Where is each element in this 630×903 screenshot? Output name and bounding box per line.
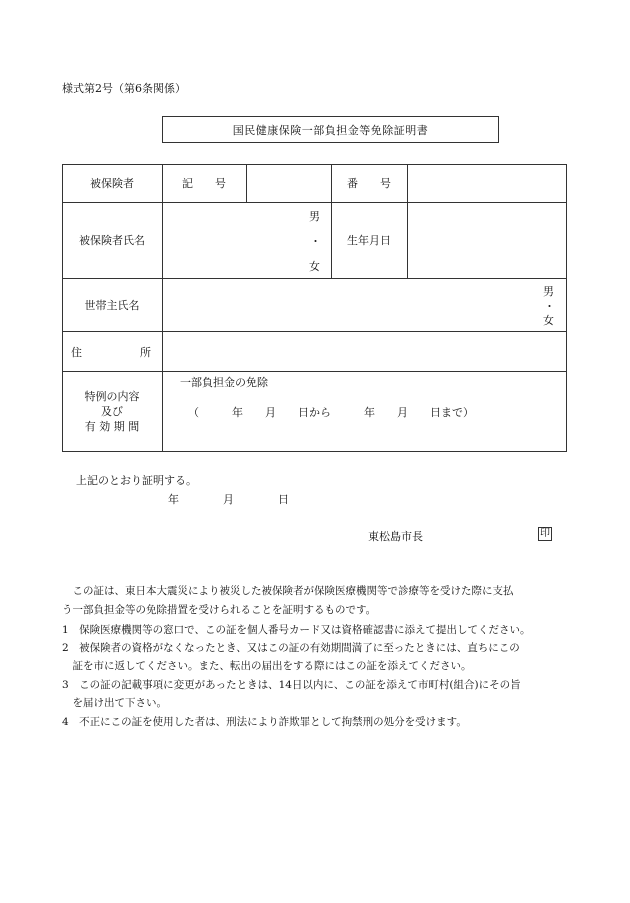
note-intro-line1: この証は、東日本大震災により被災した被保険者が保険医療機関等で診療等を受けた際に支払: [62, 585, 514, 597]
sex-separator: ・: [310, 235, 321, 248]
sex-male: 男: [309, 210, 320, 223]
note-item-2-line2: 証を市に返してください。また、転出の届出をする際にはこの証を添えてください。: [62, 660, 472, 672]
address-value[interactable]: [162, 331, 566, 371]
form-number-label: 様式第2号（第6条関係）: [62, 82, 186, 95]
certify-date[interactable]: 年 月 日: [168, 493, 289, 506]
householder-label: 世帯主氏名: [84, 298, 140, 312]
sex-female: 女: [309, 260, 320, 273]
seal-stamp: 印: [540, 528, 550, 539]
address-label-2: 所: [140, 346, 151, 359]
symbol-value[interactable]: [246, 164, 331, 202]
note-item-2-line1: 2 被保険者の資格がなくなったとき、又はこの証の有効期間満了に至ったときには、直ちにこの: [62, 642, 520, 654]
householder-value[interactable]: [162, 278, 532, 331]
householder-sex-separator: ・: [544, 300, 555, 313]
insured-name-label: 被保険者氏名: [79, 234, 145, 247]
birthdate-value[interactable]: [407, 202, 566, 278]
householder-sex-female: 女: [543, 314, 554, 327]
insured-label: 被保険者: [90, 177, 134, 190]
householder-sex-male: 男: [543, 285, 554, 298]
validity-period[interactable]: （ 年 月 日から 年 月 日まで）: [188, 406, 474, 419]
document-title: 国民健康保険一部負担金等免除証明書: [162, 116, 499, 143]
birthdate-label: 生年月日: [347, 234, 391, 247]
address-label-1: 住: [71, 346, 82, 359]
note-item-4: 4 不正にこの証を使用した者は、刑法により詐欺罪として拘禁刑の処分を受けます。: [62, 716, 467, 728]
mayor-title: 東松島市長: [368, 530, 423, 543]
note-intro-line2: う一部負担金等の免除措置を受けられることを証明するものです。: [62, 604, 377, 616]
number-value[interactable]: [407, 164, 566, 202]
exemption-text: 一部負担金の免除: [180, 376, 268, 389]
symbol-label: 記 号: [182, 177, 226, 190]
insured-name-value[interactable]: [162, 202, 307, 278]
number-label: 番 号: [347, 177, 391, 190]
certify-statement: 上記のとおり証明する。: [76, 474, 197, 487]
special-terms-label: 特例の内容 及び 有 効 期 間: [84, 389, 140, 433]
note-item-3-line2: を届け出て下さい。: [62, 697, 167, 709]
note-item-3-line1: 3 この証の記載事項に変更があったときは、14日以内に、この証を添えて市町村(組合)にその旨: [62, 679, 521, 691]
note-item-1: 1 保険医療機関等の窓口で、この証を個人番号カード又は資格確認書に添えて提出してください。: [62, 624, 531, 636]
